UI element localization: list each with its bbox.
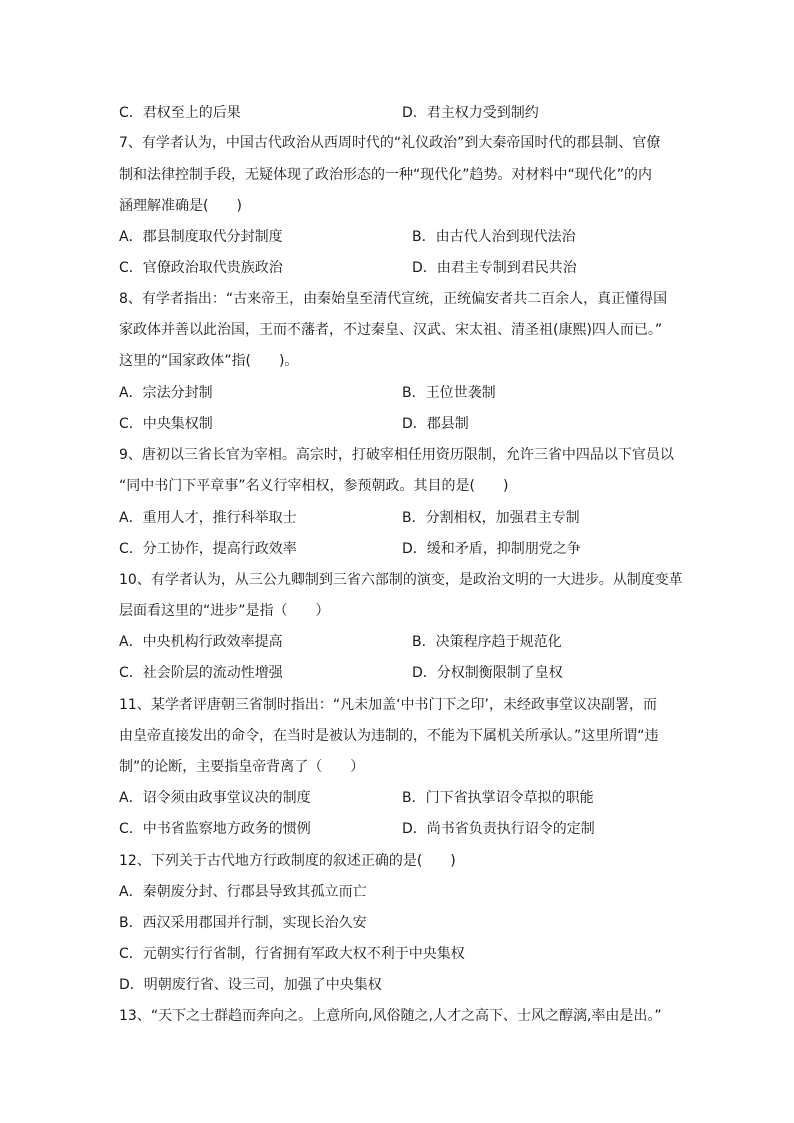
q10-option-d: D．分权制衡限制了皇权 bbox=[412, 665, 563, 681]
q12-option-d: D．明朝废行省、设三司，加强了中央集权 bbox=[119, 977, 382, 993]
q11-stem-line-1: 11、某学者评唐朝三省制时指出：“凡未加盖‘中书门下之印’，未经政事堂议决副署，而 bbox=[119, 697, 657, 713]
q8-stem-line-2: 家政体并善以此治国，王而不藩者，不过秦皇、汉武、宋太祖、清圣祖(康熙)四人而已。” bbox=[119, 322, 663, 338]
q11-option-b: B．门下省执掌诏令草拟的职能 bbox=[402, 790, 594, 806]
q7-stem-line-2: 制和法律控制手段，无疑体现了政治形态的一种“现代化”趋势。对材料中“现代化”的内 bbox=[119, 167, 653, 183]
q10-option-c: C．社会阶层的流动性增强 bbox=[119, 665, 283, 681]
q7-option-b: B．由古代人治到现代法治 bbox=[412, 229, 576, 245]
q8-option-b: B．王位世袭制 bbox=[402, 385, 496, 401]
q8-stem-line-1: 8、有学者指出：“古来帝王，由秦始皇至清代宣统，正统偏安者共二百余人，真正懂得国 bbox=[119, 291, 668, 307]
q9-option-d: D．缓和矛盾，抑制朋党之争 bbox=[402, 541, 581, 557]
q11-option-d: D．尚书省负责执行诏令的定制 bbox=[402, 821, 595, 837]
q6-option-d: D．君主权力受到制约 bbox=[402, 105, 539, 121]
q12-option-a: A．秦朝废分封、行郡县导致其孤立而亡 bbox=[119, 884, 367, 900]
q7-stem-line-1: 7、有学者认为，中国古代政治从西周时代的“礼仪政治”到大秦帝国时代的郡县制、官僚 bbox=[119, 135, 661, 151]
q12-option-b: B．西汉采用郡国并行制，实现长治久安 bbox=[119, 915, 367, 931]
q11-stem-line-2: 由皇帝直接发出的命令，在当时是被认为违制的，不能为下属机关所承认。”这里所谓“违 bbox=[119, 728, 659, 744]
q6-option-c: C．君权至上的后果 bbox=[119, 105, 241, 121]
q11-stem-line-3: 制”的论断，主要指皇帝背离了（ ） bbox=[119, 759, 365, 775]
q13-stem-line-1: 13、“天下之士群趋而奔向之。上意所向,风俗随之,人才之高下、士风之醇漓,率由是出。” bbox=[119, 1008, 662, 1024]
q8-option-a: A．宗法分封制 bbox=[119, 385, 213, 401]
q9-option-c: C．分工协作，提高行政效率 bbox=[119, 541, 297, 557]
q10-option-b: B．决策程序趋于规范化 bbox=[412, 634, 562, 650]
q12-stem-line-1: 12、下列关于古代地方行政制度的叙述正确的是( ) bbox=[119, 853, 456, 869]
q9-option-b: B．分割相权，加强君主专制 bbox=[402, 510, 580, 526]
q8-stem-line-3: 这里的“国家政体”指( )。 bbox=[119, 353, 299, 369]
q7-option-d: D．由君主专制到君民共治 bbox=[412, 260, 577, 276]
q9-stem-line-2: “同中书门下平章事”名义行宰相权，参预朝政。其目的是( ) bbox=[119, 478, 509, 494]
q10-stem-line-2: 层面看这里的“进步”是指（ ） bbox=[119, 603, 330, 619]
q8-option-c: C．中央集权制 bbox=[119, 416, 213, 432]
q9-stem-line-1: 9、唐初以三省长官为宰相。高宗时，打破宰相任用资历限制，允许三省中四品以下官员以 bbox=[119, 447, 674, 463]
q7-stem-line-3: 涵理解准确是( ) bbox=[119, 198, 242, 214]
q12-option-c: C．元朝实行行省制，行省拥有军政大权不利于中央集权 bbox=[119, 946, 465, 962]
q7-option-a: A．郡县制度取代分封制度 bbox=[119, 229, 283, 245]
q11-option-c: C．中书省监察地方政务的惯例 bbox=[119, 821, 311, 837]
q9-option-a: A．重用人才，推行科举取士 bbox=[119, 510, 297, 526]
q7-option-c: C．官僚政治取代贵族政治 bbox=[119, 260, 283, 276]
q8-option-d: D．郡县制 bbox=[402, 416, 469, 432]
q10-option-a: A．中央机构行政效率提高 bbox=[119, 634, 283, 650]
q10-stem-line-1: 10、有学者认为，从三公九卿制到三省六部制的演变，是政治文明的一大进步。从制度变革 bbox=[119, 572, 683, 588]
q11-option-a: A．诏令须由政事堂议决的制度 bbox=[119, 790, 311, 806]
